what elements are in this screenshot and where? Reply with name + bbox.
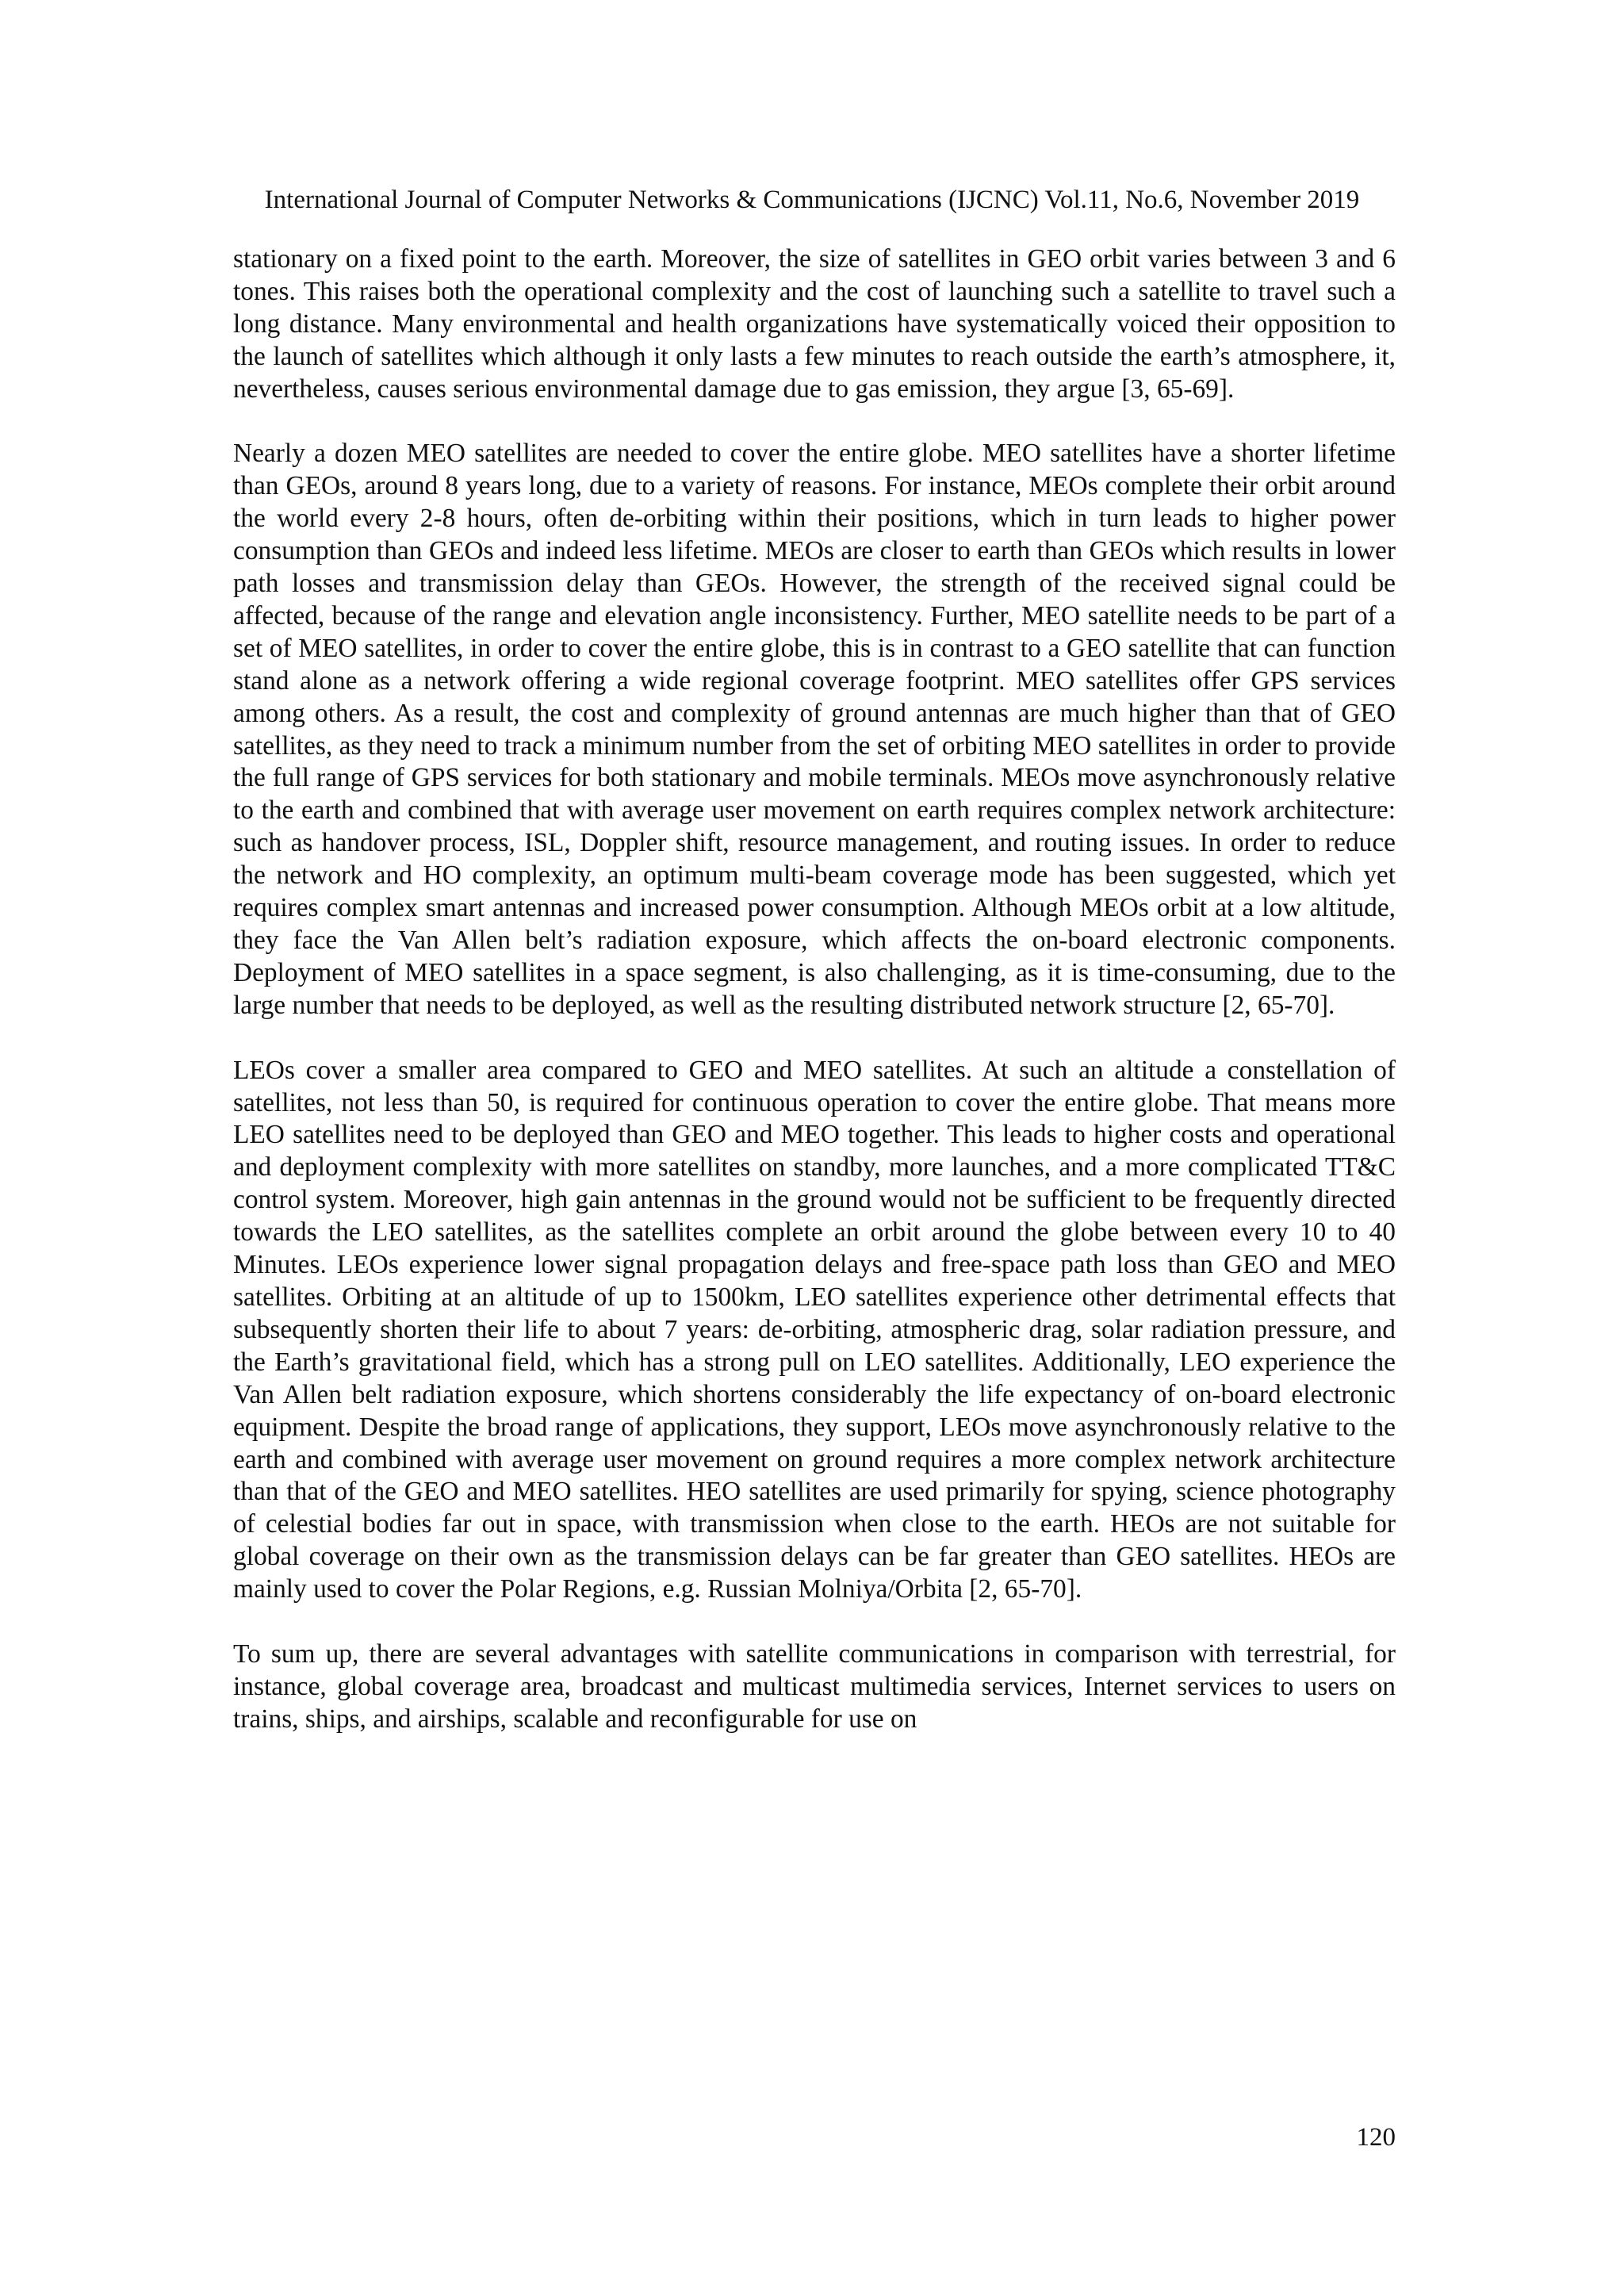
page-number: 120: [1356, 2123, 1396, 2152]
running-header: International Journal of Computer Networks & Communications (IJCNC) Vol.11, No.6, November 2019: [264, 186, 1360, 214]
body-text: [233, 243, 1396, 1736]
paragraph-meo: Nearly a dozen MEO satellites are needed to cover the entire globe. MEO satellites have a shorter lifetime than GEOs, around 8 years long, due to a variety of reasons. For instance, MEOs complete their orbit around the world every 2-8 hours, often de-orbiting within their positions, which in turn leads to higher power consumption than GEOs and indeed less lifetime. MEOs are closer to earth than GEOs which results in lower path losses and transmission delay than GEOs. However, the strength of the received signal could be affected, because of the range and elevation angle inconsistency. Further, MEO satellite needs to be part of a set of MEO satellites, in order to cover the entire globe, this is in contrast to a GEO satellite that can function stand alone as a network offering a wide regional coverage footprint. MEO satellites offer GPS services among others. As a result, the cost and complexity of ground antennas are much higher than that of GEO satellites, as they need to track a minimum number from the set of orbiting MEO satellites in order to provide the full range of GPS services for both stationary and mobile terminals. MEOs move asynchronously relative to the earth and combined that with average user movement on earth requires complex network architecture: such as handover process, ISL, Doppler shift, resource management, and routing issues. In order to reduce the network and HO complexity, an optimum multi-beam coverage mode has been suggested, which yet requires complex smart antennas and increased power consumption. Although MEOs orbit at a low altitude, they face the Van Allen belt’s radiation exposure, which affects the on-board electronic components. Deployment of MEO satellites in a space segment, is also challenging, as it is time-consuming, due to the large number that needs to be deployed, as well as the resulting distributed network structure [2, 65-70].: [233, 439, 1396, 1020]
paragraph-geo-continued: stationary on a fixed point to the earth. Moreover, the size of satellites in GEO orbit varies between 3 and 6 tones. This raises both the operational complexity and the cost of launching such a satellite to travel such a long distance. Many environmental and health organizations have systematically voiced their opposition to the launch of satellites which although it only lasts a few minutes to reach outside the earth’s atmosphere, it, nevertheless, causes serious environmental damage due to gas emission, they argue [3, 65-69].: [233, 244, 1396, 404]
paragraph-leo-heo: LEOs cover a smaller area compared to GEO and MEO satellites. At such an altitude a constellation of satellites, not less than 50, is required for continuous operation to cover the entire globe. That means more LEO satellites need to be deployed than GEO and MEO together. This leads to higher costs and operational and deployment complexity with more satellites on standby, more launches, and a more complicated TT&C control system. Moreover, high gain antennas in the ground would not be sufficient to be frequently directed towards the LEO satellites, as the satellites complete an orbit around the globe between every 10 to 40 Minutes. LEOs experience lower signal propagation delays and free-space path loss than GEO and MEO satellites. Orbiting at an altitude of up to 1500km, LEO satellites experience other detrimental effects that subsequently shorten their life to about 7 years: de-orbiting, atmospheric drag, solar radiation pressure, and the Earth’s gravitational field, which has a strong pull on LEO satellites. Additionally, LEO experience the Van Allen belt radiation exposure, which shortens considerably the life expectancy of on-board electronic equipment. Despite the broad range of applications, they support, LEOs move asynchronously relative to the earth and combined with average user movement on ground requires a more complex network architecture than that of the GEO and MEO satellites. HEO satellites are used primarily for spying, science photography of celestial bodies far out in space, with transmission when close to the earth. HEOs are not suitable for global coverage on their own as the transmission delays can be far greater than GEO satellites. HEOs are mainly used to cover the Polar Regions, e.g. Russian Molniya/Orbita [2, 65-70].: [233, 1055, 1396, 1604]
paragraph-summary: To sum up, there are several advantages with satellite communications in comparison with terrestrial, for instance, global coverage area, broadcast and multicast multimedia services, Internet services to users on trains, ships, and airships, scalable and reconfigurable for use on: [233, 1639, 1396, 1734]
